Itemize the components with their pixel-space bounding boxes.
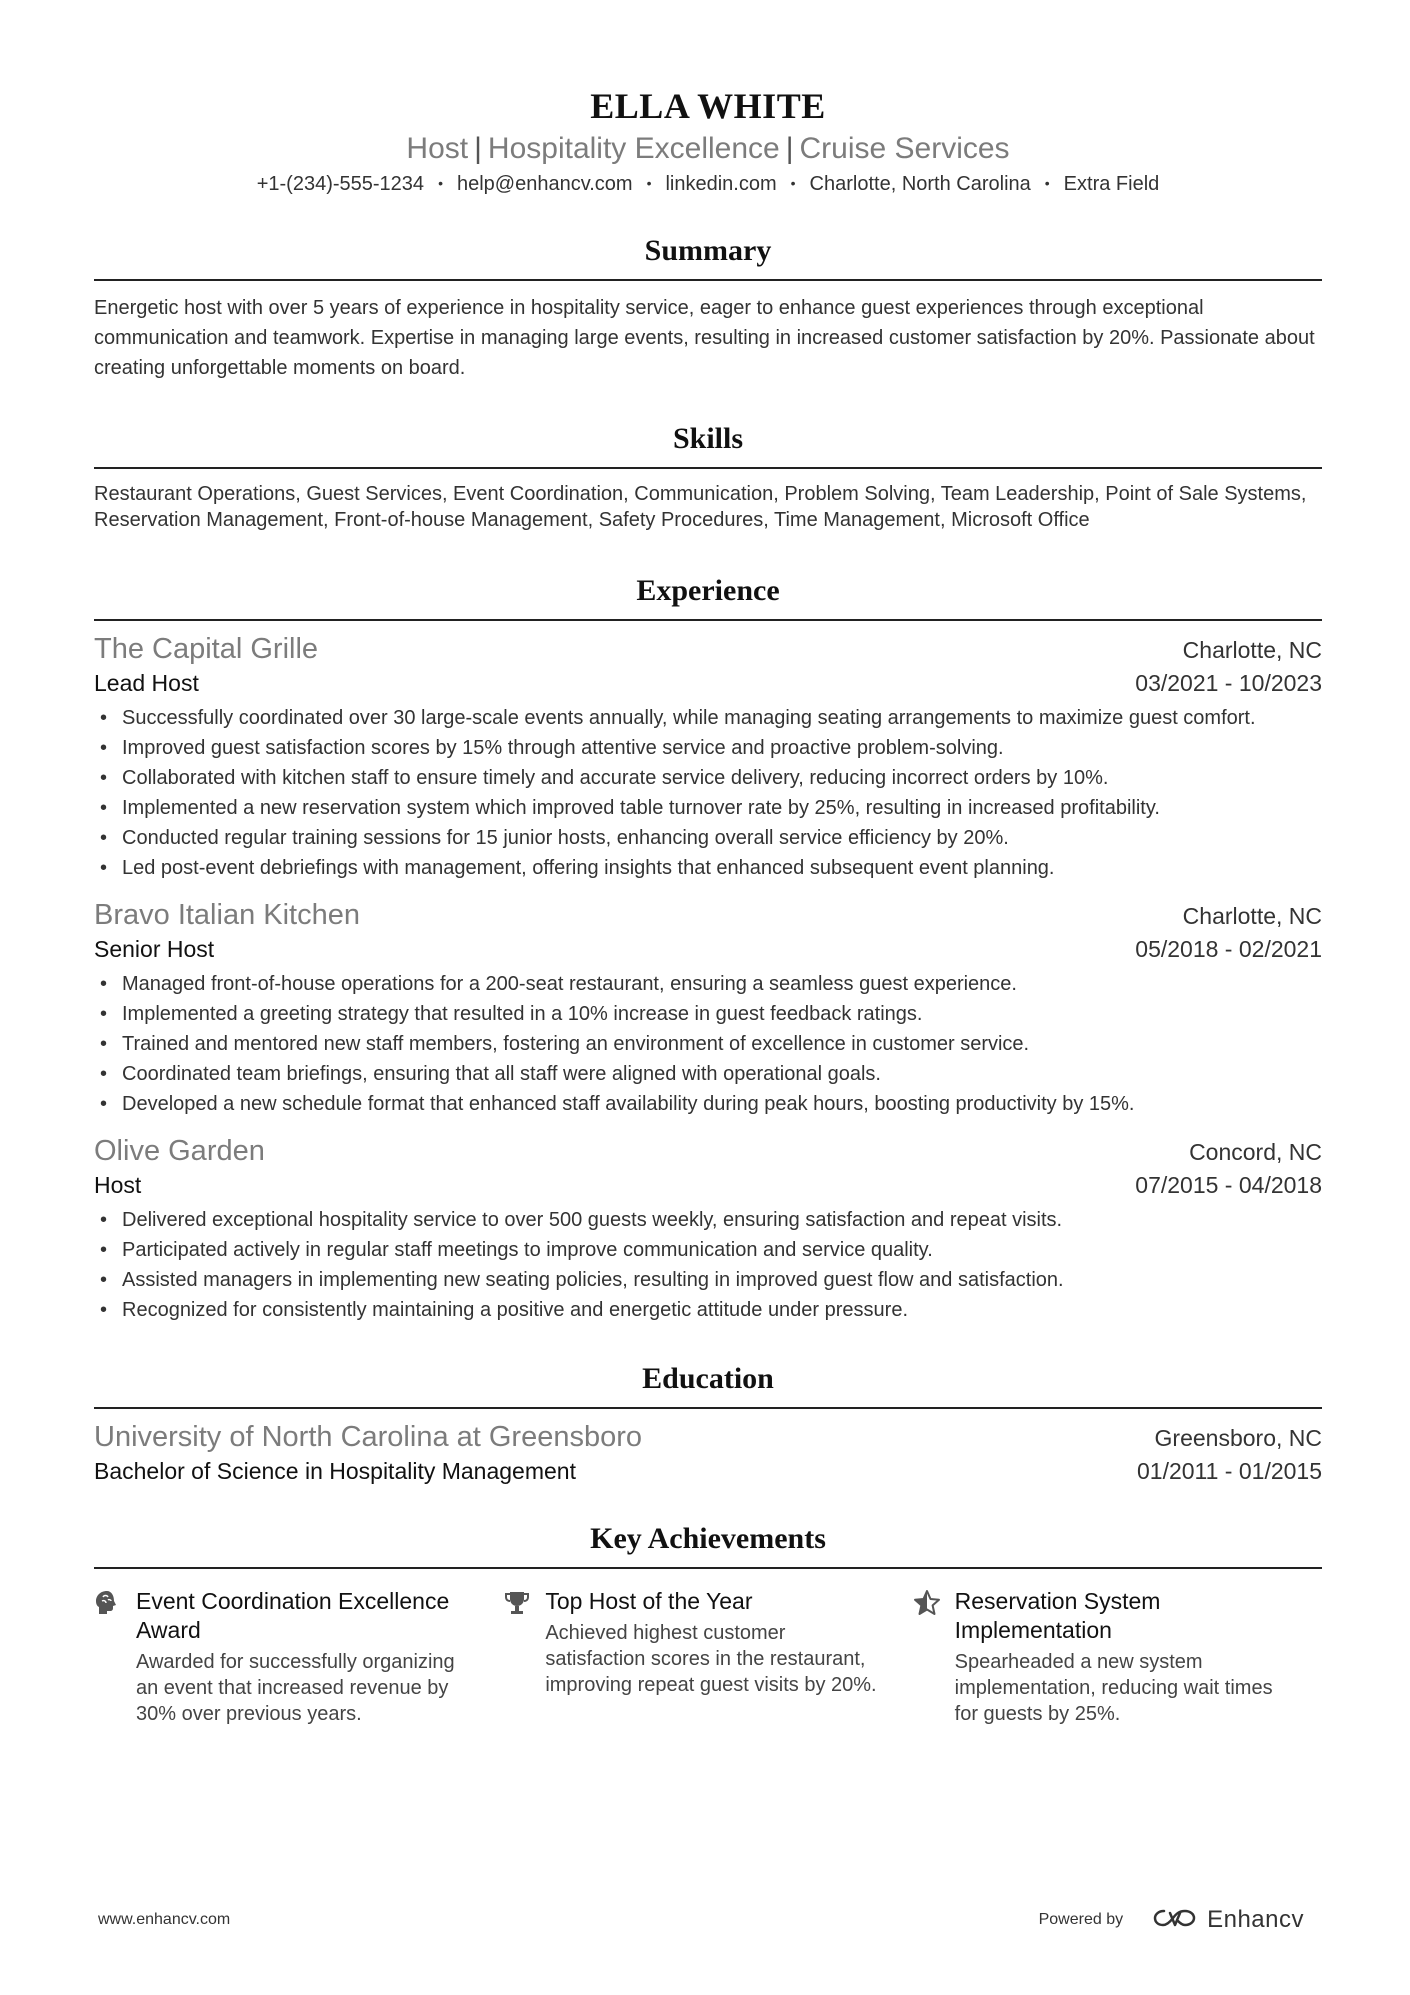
skills-text: Restaurant Operations, Guest Services, Event Coordination, Communication, Problem Solving, Team Leadership, Point of Sale Systems, Reservation Management, Front-of-house Management, Safety Procedures, Time Management, Microsoft Office bbox=[94, 483, 1307, 531]
brain-icon bbox=[94, 1587, 136, 1727]
section-divider bbox=[94, 619, 1322, 621]
experience-heading: Experience bbox=[636, 574, 780, 607]
job-bullet: • Developed a new schedule format that enhanced staff availability during peak hours, boosting productivity by 15%. bbox=[94, 1089, 1322, 1119]
contact-email[interactable]: help@enhancv.com bbox=[456, 173, 633, 195]
section-divider bbox=[94, 279, 1322, 281]
job-bullets bbox=[94, 1205, 1322, 1325]
job-bullet: • Improved guest satisfaction scores by 15% through attentive service and proactive problem-solving. bbox=[94, 733, 1322, 763]
achievement-item bbox=[503, 1587, 912, 1727]
job-bullets bbox=[94, 703, 1322, 883]
job-bullet: • Coordinated team briefings, ensuring that all staff were aligned with operational goals. bbox=[94, 1059, 1322, 1089]
job-location: Concord, NC bbox=[1189, 1139, 1322, 1165]
achievement-item bbox=[94, 1587, 503, 1727]
achievement-item bbox=[913, 1587, 1322, 1727]
contact-separator: • bbox=[438, 175, 443, 191]
contact-location: Charlotte, North Carolina bbox=[809, 173, 1031, 195]
job-dates: 03/2021 - 10/2023 bbox=[1135, 670, 1322, 696]
job-bullet: • Trained and mentored new staff members, fostering an environment of excellence in customer service. bbox=[94, 1029, 1322, 1059]
section-divider bbox=[94, 467, 1322, 469]
job-bullet: • Managed front-of-house operations for a 200-seat restaurant, ensuring a seamless guest experience. bbox=[94, 969, 1322, 999]
achievement-title: Reservation System Implementation bbox=[954, 1588, 1161, 1643]
title-2: Hospitality Excellence bbox=[487, 132, 780, 165]
job-dates: 05/2018 - 02/2021 bbox=[1135, 936, 1322, 962]
title-line bbox=[94, 130, 1322, 168]
education-school: University of North Carolina at Greensboro bbox=[94, 1421, 643, 1453]
contact-phone: +1-(234)-555-1234 bbox=[256, 173, 425, 195]
contact-separator: • bbox=[1044, 175, 1050, 191]
contact-separator: • bbox=[646, 175, 652, 191]
job-role: Host bbox=[94, 1172, 142, 1198]
section-divider bbox=[94, 1407, 1322, 1409]
contact-line bbox=[94, 170, 1322, 199]
job-bullet: • Conducted regular training sessions for 15 junior hosts, enhancing overall service efficiency by 20%. bbox=[94, 823, 1322, 853]
contact-extra: Extra Field bbox=[1063, 173, 1160, 195]
powered-by-label: Powered by bbox=[1038, 1911, 1124, 1928]
job-bullet: • Successfully coordinated over 30 large-scale events annually, while managing seating arrangements to maximize guest comfort. bbox=[94, 703, 1322, 733]
achievement-desc: Awarded for successfully organizing an event that increased revenue by 30% over previous years. bbox=[136, 1651, 455, 1725]
education-section bbox=[94, 1359, 1322, 1487]
job-bullet: • Assisted managers in implementing new seating policies, resulting in improved guest flow and satisfaction. bbox=[94, 1265, 1322, 1295]
title-separator: | bbox=[785, 132, 794, 165]
resume-page bbox=[94, 84, 1322, 1727]
job-location: Charlotte, NC bbox=[1182, 903, 1322, 929]
job-dates: 07/2015 - 04/2018 bbox=[1135, 1172, 1322, 1198]
job-bullets bbox=[94, 969, 1322, 1119]
job-company: The Capital Grille bbox=[94, 633, 319, 665]
star-icon bbox=[913, 1587, 955, 1727]
education-location: Greensboro, NC bbox=[1154, 1425, 1322, 1451]
job-bullet: • Implemented a new reservation system which improved table turnover rate by 25%, resulting in increased profitability. bbox=[94, 793, 1322, 823]
job-entry bbox=[94, 897, 1322, 1119]
job-bullet: • Collaborated with kitchen staff to ensure timely and accurate service delivery, reducing incorrect orders by 10%. bbox=[94, 763, 1322, 793]
contact-separator: • bbox=[790, 175, 796, 191]
education-degree: Bachelor of Science in Hospitality Management bbox=[94, 1458, 576, 1484]
title-separator: | bbox=[474, 132, 482, 165]
experience-section bbox=[94, 571, 1322, 1325]
section-divider bbox=[94, 1567, 1322, 1569]
footer-website[interactable]: www.enhancv.com bbox=[98, 1911, 231, 1928]
education-dates: 01/2011 - 01/2015 bbox=[1136, 1458, 1322, 1484]
job-company: Olive Garden bbox=[94, 1135, 265, 1167]
job-location: Charlotte, NC bbox=[1182, 637, 1322, 663]
resume-header bbox=[94, 84, 1322, 199]
skills-section bbox=[94, 419, 1322, 533]
job-bullet: • Led post-event debriefings with management, offering insights that enhanced subsequent event planning. bbox=[94, 853, 1322, 883]
achievements-section bbox=[94, 1519, 1322, 1727]
summary-text: Energetic host with over 5 years of experience in hospitality service, eager to enhance guest experiences through exceptional communication and teamwork. Expertise in managing large events, resulting in increased customer satisfaction by 20%. Passionate about creating unforgettable moments on board. bbox=[94, 297, 1315, 379]
skills-heading: Skills bbox=[672, 422, 744, 455]
job-entry bbox=[94, 631, 1322, 883]
achievements-grid bbox=[94, 1587, 1322, 1727]
title-3: Cruise Services bbox=[799, 132, 1010, 165]
contact-linkedin[interactable]: linkedin.com bbox=[665, 173, 777, 195]
job-bullet: • Recognized for consistently maintaining a positive and energetic attitude under pressure. bbox=[94, 1295, 1322, 1325]
job-entry bbox=[94, 1133, 1322, 1325]
achievement-title: Event Coordination Excellence Award bbox=[136, 1588, 450, 1643]
education-heading: Education bbox=[642, 1362, 774, 1395]
job-role: Senior Host bbox=[94, 936, 215, 962]
summary-heading: Summary bbox=[644, 234, 772, 267]
job-role: Lead Host bbox=[94, 670, 199, 696]
enhancv-logo-icon bbox=[1151, 1906, 1199, 1935]
achievement-title: Top Host of the Year bbox=[545, 1588, 753, 1614]
footer-brand-name: Enhancv bbox=[1207, 1906, 1304, 1933]
trophy-icon bbox=[503, 1587, 545, 1727]
achievement-desc: Achieved highest customer satisfaction scores in the restaurant, improving repeat guest visits by 20%. bbox=[545, 1622, 877, 1696]
summary-section bbox=[94, 231, 1322, 383]
job-company: Bravo Italian Kitchen bbox=[94, 899, 360, 931]
job-bullet: • Participated actively in regular staff meetings to improve communication and service quality. bbox=[94, 1235, 1322, 1265]
job-bullet: • Implemented a greeting strategy that resulted in a 10% increase in guest feedback ratings. bbox=[94, 999, 1322, 1029]
achievements-heading: Key Achievements bbox=[590, 1522, 826, 1555]
page-footer bbox=[98, 1904, 1304, 1936]
job-bullet: • Delivered exceptional hospitality service to over 500 guests weekly, ensuring satisfaction and repeat visits. bbox=[94, 1205, 1322, 1235]
footer-brand bbox=[1039, 1906, 1304, 1935]
candidate-name: ELLA WHITE bbox=[590, 86, 826, 126]
title-1: Host bbox=[406, 132, 469, 165]
achievement-desc: Spearheaded a new system implementation, reducing wait times for guests by 25%. bbox=[954, 1651, 1273, 1725]
